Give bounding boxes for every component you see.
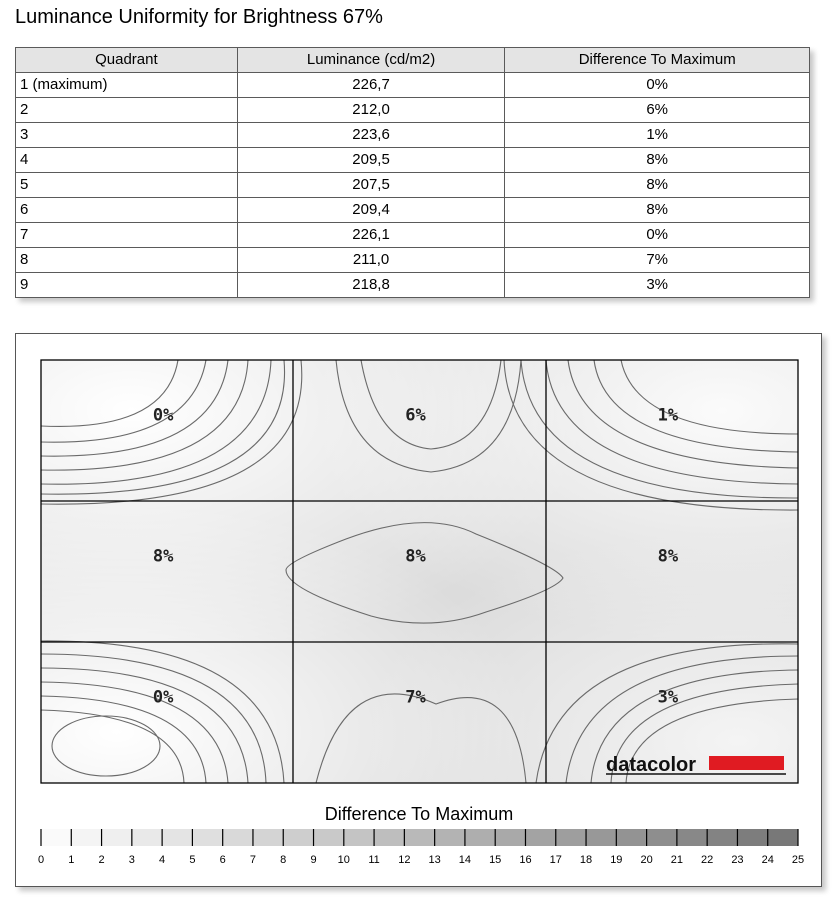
- scale-swatch: [768, 829, 798, 846]
- scale-tick-label: 9: [310, 854, 317, 866]
- scale-swatch: [223, 829, 253, 846]
- table-row: [16, 223, 810, 248]
- table-header-row: [16, 48, 810, 73]
- scale-tick-label: 24: [761, 854, 774, 866]
- scale-swatch: [404, 829, 434, 846]
- scale-swatch: [647, 829, 677, 846]
- scale-swatch: [737, 829, 767, 846]
- scale-swatch: [525, 829, 555, 846]
- column-header-luminance: Luminance (cd/m2): [237, 48, 505, 73]
- quadrant-label: 3%: [657, 687, 679, 708]
- scale-swatch: [192, 829, 222, 846]
- scale-tick-label: 4: [159, 854, 166, 866]
- scale-swatch: [162, 829, 192, 846]
- cell-quadrant: 1 (maximum): [16, 73, 238, 98]
- cell-quadrant: 3: [16, 123, 238, 148]
- cell-luminance: 218,8: [237, 273, 505, 298]
- cell-difference: 0%: [505, 223, 810, 248]
- scale-tick-label: 16: [519, 854, 532, 866]
- cell-quadrant: 2: [16, 98, 238, 123]
- cell-quadrant: 4: [16, 148, 238, 173]
- quadrant-label: 8%: [152, 546, 174, 567]
- quadrant-label: 0%: [152, 405, 174, 426]
- scale-swatch: [253, 829, 283, 846]
- luminance-table: [15, 47, 810, 298]
- scale-tick-label: 10: [337, 854, 350, 866]
- cell-luminance: 226,1: [237, 223, 505, 248]
- scale-swatch: [435, 829, 465, 846]
- scale-tick-label: 18: [579, 854, 593, 866]
- scale-tick-label: 12: [398, 854, 411, 866]
- scale-tick-label: 23: [731, 854, 744, 866]
- quadrant-label: 0%: [152, 687, 174, 708]
- cell-difference: 6%: [505, 98, 810, 123]
- scale-tick-label: 1: [68, 854, 75, 866]
- table-row: [16, 273, 810, 298]
- cell-quadrant: 8: [16, 248, 238, 273]
- scale-tick-label: 0: [37, 854, 45, 866]
- table-row: [16, 73, 810, 98]
- table-row: [16, 248, 810, 273]
- page-title: Luminance Uniformity for Brightness 67%: [15, 6, 383, 28]
- cell-luminance: 223,6: [237, 123, 505, 148]
- quadrant-label: 6%: [405, 405, 426, 426]
- table-row: [16, 173, 810, 198]
- scale-swatch: [556, 829, 586, 846]
- scale-title: Difference To Maximum: [324, 804, 514, 824]
- scale-swatch: [71, 829, 101, 846]
- scale-tick-label: 20: [640, 854, 653, 866]
- scale-swatch: [314, 829, 344, 846]
- cell-quadrant: 9: [16, 273, 238, 298]
- quadrant-label: 7%: [405, 687, 426, 708]
- scale-swatch: [132, 829, 162, 846]
- quadrant-label: 8%: [405, 546, 426, 567]
- scale-swatch: [344, 829, 374, 846]
- table-row: [16, 198, 810, 223]
- cell-luminance: 209,4: [237, 198, 505, 223]
- scale-tick-label: 5: [189, 854, 196, 866]
- logo-text: datacolor: [606, 754, 697, 776]
- scale-tick-label: 3: [128, 854, 135, 866]
- scale-swatch: [616, 829, 646, 846]
- scale-tick-label: 11: [368, 854, 380, 866]
- scale-tick-label: 22: [701, 854, 714, 866]
- cell-luminance: 209,5: [237, 148, 505, 173]
- table-row: [16, 148, 810, 173]
- cell-difference: 8%: [505, 198, 810, 223]
- logo-red-bar: [709, 756, 784, 770]
- cell-quadrant: 7: [16, 223, 238, 248]
- scale-tick-label: 15: [489, 854, 502, 866]
- cell-difference: 3%: [505, 273, 810, 298]
- cell-quadrant: 5: [16, 173, 238, 198]
- scale-swatch: [465, 829, 495, 846]
- scale-tick-label: 21: [670, 854, 684, 866]
- column-header-difference: Difference To Maximum: [505, 48, 810, 73]
- scale-swatch: [707, 829, 737, 846]
- scale-tick-label: 13: [428, 854, 441, 866]
- scale-swatch: [677, 829, 707, 846]
- scale-swatch: [586, 829, 616, 846]
- column-header-quadrant: Quadrant: [16, 48, 238, 73]
- scale-tick-label: 19: [610, 854, 623, 866]
- scale-swatch: [102, 829, 132, 846]
- uniformity-chart: [15, 333, 822, 887]
- scale-tick-label: 14: [458, 854, 472, 866]
- scale-swatch: [41, 829, 71, 846]
- scale-swatch: [374, 829, 404, 846]
- cell-difference: 0%: [505, 73, 810, 98]
- cell-difference: 7%: [505, 248, 810, 273]
- table-row: [16, 123, 810, 148]
- scale-swatch: [495, 829, 525, 846]
- cell-luminance: 226,7: [237, 73, 505, 98]
- scale-tick-label: 8: [280, 854, 287, 866]
- scale-tick-label: 6: [219, 854, 226, 866]
- cell-luminance: 212,0: [237, 98, 505, 123]
- scale-tick-label: 17: [549, 854, 562, 866]
- cell-luminance: 207,5: [237, 173, 505, 198]
- quadrant-label: 8%: [657, 546, 679, 567]
- scale-tick-label: 2: [98, 854, 105, 866]
- uniformity-chart-svg: [16, 334, 821, 886]
- cell-luminance: 211,0: [237, 248, 505, 273]
- cell-quadrant: 6: [16, 198, 238, 223]
- cell-difference: 1%: [505, 123, 810, 148]
- scale-swatch: [283, 829, 313, 846]
- quadrant-label: 1%: [657, 405, 679, 426]
- cell-difference: 8%: [505, 173, 810, 198]
- cell-difference: 8%: [505, 148, 810, 173]
- table-row: [16, 98, 810, 123]
- scale-tick-label: 7: [249, 854, 257, 866]
- scale-tick-label: 25: [791, 854, 805, 866]
